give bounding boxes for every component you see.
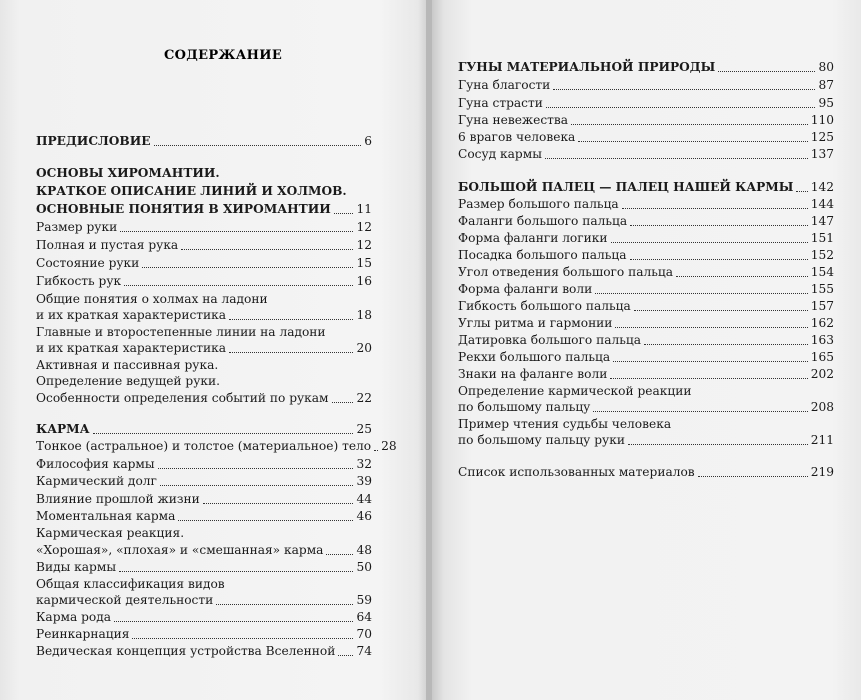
- toc-page-number: 22: [356, 391, 372, 405]
- toc-entry-title: Ведическая концепция устройства Вселенной: [36, 644, 336, 658]
- toc-entry-title: Датировка большого пальца: [458, 333, 641, 347]
- toc-entry-title: Гибкость большого пальца: [458, 299, 631, 313]
- toc-page-number: 48: [356, 543, 372, 557]
- page-title: СОДЕРЖАНИЕ: [164, 48, 283, 63]
- toc-entry: [36, 609, 372, 626]
- toc-entry: [36, 559, 372, 576]
- toc-entry-title: Полная и пустая рука: [36, 238, 179, 252]
- toc-page-number: 25: [356, 422, 372, 436]
- leader-dots: [593, 411, 807, 412]
- toc-page-number: 152: [810, 248, 834, 262]
- toc-entry: [458, 432, 834, 449]
- toc-page-number: 28: [381, 439, 397, 453]
- leader-dots: [610, 378, 807, 379]
- toc-entry: [458, 332, 834, 349]
- toc-entry-line: Главные и второстепенные линии на ладони: [36, 325, 326, 339]
- toc-entry-title: ПРЕДИСЛОВИЕ: [36, 134, 151, 148]
- toc-entry-preface: [36, 133, 372, 150]
- leader-dots: [229, 319, 353, 320]
- toc-entry-title: Рекхи большого пальца: [458, 350, 611, 364]
- toc-page-number: 137: [810, 147, 834, 161]
- toc-entry-line: Пример чтения судьбы человека: [458, 417, 672, 431]
- section-heading-basics: КРАТКОЕ ОПИСАНИЕ ЛИНИЙ И ХОЛМОВ.: [36, 184, 347, 198]
- leader-dots: [229, 352, 353, 353]
- toc-entry: [458, 230, 834, 247]
- toc-entry-line: Общие понятия о холмах на ладони: [36, 292, 268, 306]
- toc-page-number: 80: [818, 60, 834, 74]
- right-page: [432, 0, 861, 700]
- toc-entry-title: ГУНЫ МАТЕРИАЛЬНОЙ ПРИРОДЫ: [458, 60, 716, 74]
- left-page: [0, 0, 428, 700]
- toc-entry: [458, 146, 834, 163]
- toc-page-number: 208: [810, 400, 834, 414]
- toc-entry-title: БОЛЬШОЙ ПАЛЕЦ — ПАЛЕЦ НАШЕЙ КАРМЫ: [458, 180, 794, 194]
- toc-entry-title: Углы ритма и гармонии: [458, 316, 613, 330]
- toc-entry: [36, 508, 372, 525]
- toc-page-number: 202: [810, 367, 834, 381]
- toc-entry: [36, 307, 372, 324]
- leader-dots: [120, 231, 353, 232]
- toc-entry-line: Определение кармической реакции: [458, 384, 692, 398]
- toc-entry: [458, 196, 834, 213]
- toc-page-number: 211: [810, 433, 834, 447]
- toc-page-number: 125: [810, 130, 834, 144]
- leader-dots: [611, 242, 808, 243]
- leader-dots: [628, 444, 808, 445]
- toc-entry: [458, 77, 834, 94]
- section-heading-basics: ОСНОВЫ ХИРОМАНТИИ.: [36, 166, 220, 180]
- toc-entry: [36, 273, 372, 290]
- toc-page-number: 144: [810, 197, 834, 211]
- toc-entry-title: Посадка большого пальца: [458, 248, 627, 262]
- toc-entry-title: Кармический долг: [36, 474, 157, 488]
- toc-page-number: 18: [356, 308, 372, 322]
- toc-page-number: 155: [810, 282, 834, 296]
- toc-entry-title: 6 врагов человека: [458, 130, 576, 144]
- toc-entry: [36, 219, 372, 236]
- leader-dots: [622, 208, 808, 209]
- leader-dots: [178, 520, 353, 521]
- toc-page-number: 219: [810, 465, 834, 479]
- toc-page-number: 154: [810, 265, 834, 279]
- toc-entry-title: Размер большого пальца: [458, 197, 619, 211]
- leader-dots: [181, 249, 353, 250]
- toc-entry: [458, 315, 834, 332]
- toc-page-number: 110: [810, 113, 834, 127]
- leader-dots: [158, 468, 354, 469]
- toc-entry-line: Кармическая реакция.: [36, 526, 185, 540]
- leader-dots: [114, 621, 353, 622]
- leader-dots: [326, 554, 353, 555]
- toc-entry-title: Знаки на фаланге воли: [458, 367, 608, 381]
- toc-entry-title: ОСНОВНЫЕ ПОНЯТИЯ В ХИРОМАНТИИ: [36, 202, 331, 216]
- toc-entry-title: Форма фаланги воли: [458, 282, 593, 296]
- toc-entry-title: Гуна невежества: [458, 113, 569, 127]
- toc-entry: [458, 298, 834, 315]
- toc-entry-title: и их краткая характеристика: [36, 341, 227, 355]
- toc-page-number: 12: [356, 238, 372, 252]
- leader-dots: [124, 285, 353, 286]
- toc-entry: [458, 95, 834, 112]
- toc-entry: [36, 643, 372, 660]
- toc-entry-karma: [36, 421, 372, 438]
- toc-entry-title: Фаланги большого пальца: [458, 214, 628, 228]
- toc-page-number: 157: [810, 299, 834, 313]
- toc-page-number: 95: [818, 96, 834, 110]
- leader-dots: [334, 213, 354, 214]
- toc-entry-title: Сосуд кармы: [458, 147, 542, 161]
- toc-entry: [458, 349, 834, 366]
- toc-entry: [36, 390, 372, 407]
- toc-entry: [36, 456, 372, 473]
- toc-page-number: 163: [810, 333, 834, 347]
- leader-dots: [160, 485, 354, 486]
- toc-entry-title: Карма рода: [36, 610, 112, 624]
- leader-dots: [546, 107, 816, 108]
- toc-entry: [458, 366, 834, 383]
- leader-dots: [332, 402, 354, 403]
- toc-page-number: 46: [356, 509, 372, 523]
- toc-entry-title: Список использованных материалов: [458, 465, 695, 479]
- toc-page-number: 74: [356, 644, 372, 658]
- toc-entry-title: Форма фаланги логики: [458, 231, 608, 245]
- leader-dots: [142, 267, 353, 268]
- toc-entry: [458, 129, 834, 146]
- toc-page-number: 16: [356, 274, 372, 288]
- toc-entry: [458, 112, 834, 129]
- leader-dots: [545, 158, 808, 159]
- toc-entry-title: Особенности определения событий по рукам: [36, 391, 329, 405]
- toc-entry-title: Влияние прошлой жизни: [36, 492, 200, 506]
- toc-page-number: 15: [356, 256, 372, 270]
- toc-entry-title: КАРМА: [36, 422, 90, 436]
- leader-dots: [132, 638, 353, 639]
- leader-dots: [698, 476, 808, 477]
- toc-entry-title: Угол отведения большого пальца: [458, 265, 674, 279]
- toc-entry-line: Активная и пассивная рука.: [36, 358, 219, 372]
- toc-entry-title: Философия кармы: [36, 457, 155, 471]
- toc-entry-title: Гуна страсти: [458, 96, 543, 110]
- toc-page-number: 39: [356, 474, 372, 488]
- toc-entry: [458, 281, 834, 298]
- toc-entry-title: кармической деятельности: [36, 593, 214, 607]
- toc-page-number: 165: [810, 350, 834, 364]
- toc-page-number: 142: [810, 180, 834, 194]
- toc-page-number: 162: [810, 316, 834, 330]
- toc-entry: [36, 542, 372, 559]
- toc-page-number: 70: [356, 627, 372, 641]
- toc-entry-line: Общая классификация видов: [36, 577, 225, 591]
- leader-dots: [718, 71, 815, 72]
- toc-entry: [36, 491, 372, 508]
- leader-dots: [796, 191, 807, 192]
- toc-entry-guny: [458, 59, 834, 76]
- toc-entry-title: Гуна благости: [458, 78, 551, 92]
- toc-page-number: 87: [818, 78, 834, 92]
- toc-page-number: 151: [810, 231, 834, 245]
- toc-entry: [36, 237, 372, 254]
- toc-entry-title: по большому пальцу руки: [458, 433, 625, 447]
- toc-entry-sources: [458, 464, 834, 481]
- leader-dots: [216, 604, 353, 605]
- leader-dots: [374, 450, 378, 451]
- toc-page-number: 50: [356, 560, 372, 574]
- toc-entry: [36, 438, 397, 455]
- leader-dots: [553, 89, 815, 90]
- toc-page-number: 11: [356, 202, 372, 216]
- toc-entry: [36, 473, 372, 490]
- toc-entry: [458, 213, 834, 230]
- leader-dots: [203, 503, 354, 504]
- leader-dots: [615, 327, 807, 328]
- leader-dots: [644, 344, 808, 345]
- toc-entry-title: по большому пальцу: [458, 400, 591, 414]
- toc-page-number: 64: [356, 610, 372, 624]
- toc-page-number: 147: [810, 214, 834, 228]
- toc-page-number: 44: [356, 492, 372, 506]
- leader-dots: [613, 361, 808, 362]
- leader-dots: [93, 433, 354, 434]
- toc-entry-title: и их краткая характеристика: [36, 308, 227, 322]
- leader-dots: [676, 276, 808, 277]
- toc-page-number: 32: [356, 457, 372, 471]
- toc-entry-basics: [36, 201, 372, 218]
- leader-dots: [595, 293, 807, 294]
- leader-dots: [338, 655, 353, 656]
- toc-entry-thumb: [458, 179, 834, 196]
- leader-dots: [630, 225, 808, 226]
- leader-dots: [154, 145, 362, 146]
- toc-entry-title: «Хорошая», «плохая» и «смешанная» карма: [36, 543, 324, 557]
- toc-entry-line: Определение ведущей руки.: [36, 374, 221, 388]
- toc-entry-title: Состояние руки: [36, 256, 140, 270]
- leader-dots: [578, 141, 807, 142]
- toc-entry: [36, 592, 372, 609]
- toc-entry: [36, 340, 372, 357]
- toc-page-number: 59: [356, 593, 372, 607]
- leader-dots: [630, 259, 808, 260]
- toc-entry-title: Тонкое (астральное) и толстое (материальное) тело: [36, 439, 372, 453]
- toc-entry-title: Виды кармы: [36, 560, 117, 574]
- toc-entry: [36, 626, 372, 643]
- toc-page-number: 20: [356, 341, 372, 355]
- toc-page-number: 6: [364, 134, 372, 148]
- toc-entry: [458, 264, 834, 281]
- toc-entry-title: Гибкость рук: [36, 274, 122, 288]
- toc-entry-title: Размер руки: [36, 220, 118, 234]
- leader-dots: [119, 571, 353, 572]
- leader-dots: [634, 310, 808, 311]
- toc-entry-title: Реинкарнация: [36, 627, 130, 641]
- leader-dots: [571, 124, 808, 125]
- toc-entry: [36, 255, 372, 272]
- toc-entry-title: Моментальная карма: [36, 509, 176, 523]
- toc-entry: [458, 247, 834, 264]
- toc-entry: [458, 399, 834, 416]
- toc-page-number: 12: [356, 220, 372, 234]
